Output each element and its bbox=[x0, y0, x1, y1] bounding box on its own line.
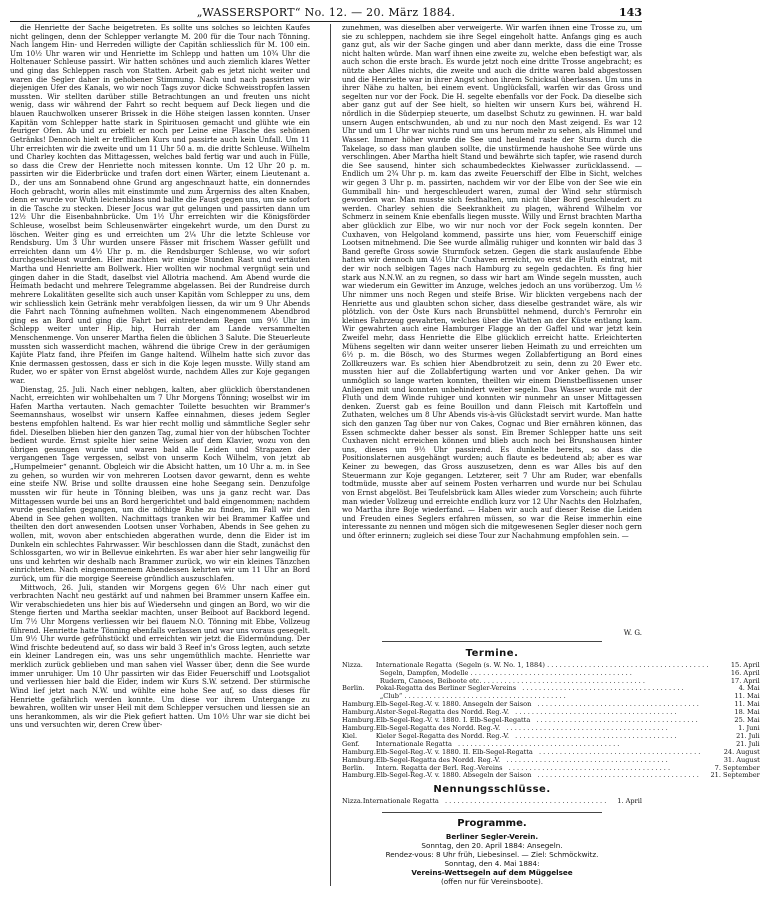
schedule-event-cell: Internationale Regatta . . . . . . . . . . . . . . . . . . . . . . . . . . . . . . . . . . . . . . . bbox=[362, 797, 607, 806]
schedule-row bbox=[342, 798, 642, 806]
schedule-detail: (Segeln (s. W. No. 1, 1884) bbox=[455, 660, 545, 669]
schedule-event: Internationale Regatta bbox=[375, 660, 452, 669]
schedule-date: 16. April bbox=[730, 668, 760, 677]
schedule-event-cell: Elb-Segel-Regatta des Nordd. Reg.-V. . . . . . . . . . . . . . . . . . . . . . . . . . . . . . . . . . . . . . . . bbox=[375, 755, 668, 764]
schedule-place: Genf. bbox=[342, 739, 360, 748]
programme-line: Rendez-vous: 8 Uhr früh, Liebesinsel. — Ziel: Schmöckwitz. bbox=[385, 849, 599, 859]
schedule-event-cell: Segeln, Dampfen, Modelle . . . . . . . . . . . . . . . . . . . . . . . . . . . . . . . . . . . . . . . bbox=[376, 670, 709, 678]
schedule-detail: Segeln, Dampfen, Modelle bbox=[379, 668, 469, 677]
schedule-place: Hamburg. bbox=[342, 716, 376, 725]
programme-line: Vereins-Wettsegeln auf dem Müggelsee bbox=[411, 867, 573, 877]
schedule-place: Hamburg. bbox=[342, 771, 376, 780]
schedule-date: 24. August bbox=[723, 747, 760, 756]
schedule-date: 21. Juli bbox=[736, 731, 760, 740]
schedule-date: 31. August bbox=[723, 755, 760, 764]
article-column-left bbox=[10, 24, 310, 884]
section-divider bbox=[382, 812, 602, 813]
schedule-event-cell: „Club“ . . . . . . . . . . . . . . . . . . . . . . . . . . . . . . . . . . . . . . . bbox=[376, 693, 709, 701]
nennungsschluesse-heading: Nennungsschlüsse. bbox=[433, 784, 551, 796]
schedule-event-cell: Internationale Regatta (Segeln (s. W. No. 1, 1884) . . . . . . . . . . . . . . . . . . . . . . . . . . . . . . . . . . . . . . . bbox=[375, 660, 709, 669]
page-header bbox=[10, 6, 642, 20]
schedule-place: Nizza. bbox=[342, 660, 363, 669]
schedule-date: 1. April bbox=[617, 797, 642, 806]
schedule-place: Berlin. bbox=[342, 763, 365, 772]
schedule-event: Intern. Regatta der Berl. Reg.-Vereins bbox=[375, 763, 503, 772]
schedule-date: 18. Mai bbox=[734, 708, 760, 717]
schedule-date: 11. Mai bbox=[734, 692, 760, 701]
schedule-event: Elb-Segel-Reg.-V. v. 1880. Absegeln der Saison bbox=[375, 771, 532, 780]
column-separator bbox=[330, 24, 331, 886]
schedule-event-cell: Elb-Segel-Reg.-V. v. 1880. Ansegeln der Saison . . . . . . . . . . . . . . . . . . . . . . . . . . . . . . . . . . . . . . . bbox=[375, 700, 699, 709]
schedule-place: Hamburg. bbox=[342, 747, 376, 756]
schedule-place: Hamburg. bbox=[342, 724, 376, 732]
schedule-event: Kieler Segel-Regatta des Nordd. Reg.-V. bbox=[375, 731, 510, 740]
schedule-date: 21. September bbox=[710, 771, 760, 780]
schedule-place: Nizza. bbox=[342, 797, 363, 806]
schedule-place: Hamburg. bbox=[342, 755, 376, 764]
page-number: 143 bbox=[619, 6, 642, 19]
schedule-date: 25. Mai bbox=[734, 716, 760, 725]
header-rule bbox=[10, 21, 642, 22]
programme-line: (offen nur für Vereinsboote). bbox=[440, 876, 544, 886]
schedule-event: Elb-Segel-Regatta des Nordd. Reg.-V. bbox=[375, 755, 501, 764]
schedule-event: Elb-Segel-Reg.-V. v. 1880. II. Elb-Segel-Regatta bbox=[375, 747, 533, 756]
programme-line: Sonntag, den 4. Mai 1884: bbox=[444, 858, 540, 868]
signature: W. G. bbox=[623, 628, 642, 637]
schedule-event-cell: Elb-Segel-Reg.-V. v. 1880. I. Elb-Segel-Regatta . . . . . . . . . . . . . . . . . . . . . . . . . . . . . . . . . . . . . . . bbox=[375, 716, 698, 725]
schedule-event-cell: Elb-Segel-Reg.-V. v. 1880. II. Elb-Segel-Regatta . . . . . . . . . . . . . . . . . . . . . . . . . . . . . . . . . . . . . . . bbox=[375, 747, 701, 756]
schedule-date: 1. Juni bbox=[738, 724, 760, 732]
schedule-date: 11. Mai bbox=[734, 700, 760, 709]
schedule-event-cell: Intern. Regatta der Berl. Reg.-Vereins . . . . . . . . . . . . . . . . . . . . . . . . . . . . . . . . . . . . . . . bbox=[375, 763, 671, 772]
schedule-event-cell: Kieler Segel-Regatta des Nordd. Reg.-V. . . . . . . . . . . . . . . . . . . . . . . . . . . . . . . . . . . . . . . . bbox=[375, 731, 677, 740]
schedule-row bbox=[342, 772, 760, 780]
schedule-date: 7. September bbox=[714, 763, 760, 772]
nennungsschluesse-table bbox=[342, 798, 642, 806]
journal-title: „WASSERSPORT“ No. 12. — 20. März 1884. bbox=[196, 6, 456, 19]
schedule-date: 4. Mai bbox=[738, 684, 760, 693]
paragraph: Mittwoch, 26. Juli, standen wir Morgens gegen 6½ Uhr nach einer gut verbrachten Nacht neu gestärkt auf und nahmen bei Brammer unsern Kaffee ein. Wir verabschiedeten uns hier bis auf Wiedersehn und gingen an Bord, wo wir die Stenge fierten und Martha seeklar machten, unser Beiboot auf Backbord legend. Um 7½ Uhr Morgens verliessen wir bei flauem N.O. Tönning mit Ebbe, Vollzeug führend. Henriette hatte Tönning ebenfalls verlassen und war uns voraus gesegelt. Um 9½ Uhr wurde gefrühstückt und erreichten wir jetzt die Eidermündung. Der Wind frischte bedeutend auf, so dass wir bald 3 Reef in's Gross legten, auch setzte ein kleiner Landregen ein, was uns sehr ungemüthlich machte. Henriette war merklich zurück geblieben und man sahen viel Wasser über, denn die See wurde immer unruhiger. Um 10 Uhr passirten wir das Eider Feuerschiff und Lootsgaliot und verliessen hier bald die Eider, indem wir Kurs S.W. setzend. Der stürmische Wind lief jetzt nach N.W. und wühlte eine hohe See auf, so dass dieses für Henriette gefährlich werden konnte. Um diese vor ihrem Untergange zu bewahren, wollten wir unser Heil mit dem Schlepper versuchen und liessen sie an uns herankommen, als wir die Piek gefiert hatten. Um 10½ Uhr war sie dicht bei uns und versuchten wir, deren Crew über- bbox=[10, 582, 310, 730]
schedule-event-cell: Elb-Segel-Reg.-V. v. 1880. Absegeln der Saison . . . . . . . . . . . . . . . . . . . . . . . . . . . . . . . . . . . . . . . bbox=[375, 771, 699, 780]
schedule-place: Berlin. bbox=[342, 684, 365, 693]
schedule-place bbox=[342, 670, 376, 678]
schedule-event-cell: Rudern, Canoes, Beiboote etc. . . . . . . . . . . . . . . . . . . . . . . . . . . . . . . . . . . . . . . . bbox=[376, 678, 709, 686]
paragraph: Dienstag, 25. Juli. Nach einer neblıgen, kalten, aber glücklich überstandenen Nacht, erreichten wir wohlbehalten um 7 Uhr Morgens Tönning; woselbst wir im Hafen Martha vertauten. Nach gemachter Toilette besuchten wir Brammer's Seemannshaus, woselbst wir unsern Kaffee einnahmen, dieses jedem Segler bestens empfohlen haltend. Es war hier recht mollig und sämmtliche Segler sehr fidel. Dieselben blieben hier den ganzen Tag, zumal hier von der hübschen Tochter bedient wurde. Ernst spielte hier seine Weisen auf dem Klavier, wozu von den übrigen gesungen wurde und waren bald alle Leiden und Strapazen der vergangenen Tage vergessen, selbst von unserm Koch Wilhelm, von jetzt ab „Humpelmeier“ genannt. Obgleich wir die Absicht hatten, um 10 Uhr a. m. in See zu gehen, so wurden wir von mehreren Lootsen davor gewarnt, denn es wehte eine steife NW. Brise und sollte draussen eine hohe Seegang sein. Denzufolge mussten wir für heute in Tönning bleiben, was uns ja ganz recht war. Das Mittagessen wurde bei uns an Bord hergerichtet und bald eingenommen; nachdem wurde geschlafen gegangen, um die nöthige Ruhe zu finden, im Fall wir den Abend in See gehen wollten. Nachmittags tranken wir bei Brammer Kaffee und theilten den dort anwesenden Lootsen unser Vorhaben, Abends in See gehen zu wollen, mit, wovon aber entschieden abgerathen wurde, denn die Eider ist im Dunkeln ein schlechtes Fahrwasser. Wir beschlossen dann die Stadt, zunächst den Schlossgarten, wo wir in Bellevue einkehrten. Es war aber hier sehr langweilig für uns und kehrten wir deshalb nach Brammer zurück, wo wir ein kleines Tänzchen einrichteten. Nach eingenommenem Abendessen kehrten wir um 11 Uhr an Bord zurück, um für die morgige Seereise gründlich auszuschlafen. bbox=[10, 384, 310, 583]
paragraph: die Henriette der Sache beigetreten. Es sollte uns solches so leichten Kaufes nicht gelingen, denn der Schlepper verlangte M. 200 für die Tour nach Tönning. Nach langem Hin- und Herreden willigte der Capitän schliesslich für M. 100 ein. Um 10½ Uhr waren wir und Henriette im Schlepp und hatten um 10¾ Uhr die Holtenauer Schleuse passirt. Wir hatten schönes und auch ziemlich klares Wetter und ging das Schleppen rasch von Statten. Arbeit gab es jetzt nicht weiter und waren die Segler daher in gehobener Stimmung. Nach und nach passirten wir diejenigen Ufer des Kanals, wo wir noch Tags zuvor dicke Schweisstropfen lassen mussten. Wir stellten darüber stille Betrachtungen an und freuten uns nicht wenig, dass wir während der Fahrt so recht bequem auf Deck liegen und die blauen Rauchwolken unserer Brissek in die Höhe steigen lassen konnten. Unser Kapitän vom Schlepper hatte stark in Spirituosen gemacht und glühte wie ein feuriger Ofen. Ab und zu erbielt er noch per Leine eine Flasche des sehönen Getränks! Dennoch hielt er trefflichen Kurs und passirte auch kein Unfall. Um 11 Uhr erreichten wir die zweite und um 11 Uhr 50 a. m. die dritte Schleuse. Wilhelm und Charley kochten das Mittagessen, welches bald fertig war und auch in Fülle, so dass die Crew der Henriette noch mitessen konnte. Um 12 Uhr 20 p. m. passirten wir die Eiderbrücke und trafen dort einen Wärter, einem Lieutenant a. D., der uns am Sonnabend ohne Grund arg angeschnauzt hatte, ein donnerndes Hoch gebracht, worin alles mit einstimmte und zum Ärgerniss des alten Knaben, denn er wurde vor Wuth leichenblass und ballte die Faust gegen uns, um sie sofort in die Tasche zu stecken. Dieser Jocus war gut gelungen und passirten dann um 12½ Uhr die Eisenbahnbrücke. Um 1½ Uhr erreichten wir die Königsförder Schleuse, woselbst beim Schleusenwärter eingekehrt wurde, um den Durst zu löschen. Weiter ging es und erreichten um 2¼ Uhr die letzte Schleuse vor Rendsburg. Um 3 Uhr wurden unsere Fässer mit frischem Wasser gefüllt und erreichten dann um 4½ Uhr p. m. die Rendsburger Schleuse, wo wir sofort durchgeschleust wurden. Hier machten wir einige Stunden Rast und vertäuten Martha und Henriette am Bollwerk. Hier wollten wir nochmal vergnügt sein und gingen daher in die Stadt, daselbst viel Allotria machend. Am Abend wurde die Heimath bedacht und mehrere Telegramme abgelassen. Bei der Rundreise durch mehrere Lokalitäten gesellte sich auch unser Kapitän vom Schlepper zu uns, dem wir schliesslich kein Getränk mehr verabfolgen liessen, da wir um 9 Uhr Abends die Fahrt nach Tönning aufnehmen wollten. Nach eingenommenem Abendbrod ging es an Bord und ging die Fahrt bei eintretendem Regen um 9½ Uhr im Schlepp weiter unter Hip, hip, Hurrah der am Lande versammelten Menschenmenge. Von unserer Martha fielen die üblichen 3 Salute. Die Steuerleute mussten sich wasserdicht machen, während die übrige Crew in der geräumigen Kajüte Platz fand, ihre Pfeifen im Gange haltend. Wilhelm hatte sich zuvor das Knie dermassen gestossen, dass er sich in die Koje legen musste. Willy stand am Ruder, wo er später von Ernst abgelöst wurde, nachdem Alles zur Koje gegangen war. bbox=[10, 23, 310, 385]
paragraph: zunehmen, was dieselben aber verweigerte. Wir warfen ihnen eine Trosse zu, um sie zu schleppen, nachdem sie ihre Segel eingeholt hatte. Anfangs ging es auch ganz gut, als wir der Sache gingen und aber dann merkte, dass die eine Trosse nicht halten würde. Man warf ihnen eine zweite zu, welche eben befestigt war, als auch schon die erste brach. Es wurde jetzt noch eine dritte Trosse angebracht; es nützte aber Alles nichts, die zweite und auch die dritte waren bald abgestossen und die Henriette war in ihrer Angst schon ihrem Schicksal überlassen. Um uns in ihrer Nähe zu halten, bei einem event. Unglücksfall, warfen wir das Gross und segelten nur vor der Fock. Die H. segelte ebenfalls vor der Fock. Da dieselbe sich aber ganz gut auf der See hielt, so hielten wir unsern Kurs bei, während H. nördlich in die Süderpiep steuerte, um daselbst Schutz zu gewinnen. H. war bald unsern Augen entschwunden, ab und zu nur noch den Mast zeigend. Es war 12 Uhr und um 1 Uhr war nichts rund um uns herum mehr zu sehen, als Himmel und Wasser. Immer höher wurde die See und heulend raste der Sturm durch die Takelage, so dass man glauben sollte, die unstürmende haushohe See würde uns verschlingen. Aber Martha hielt Stand und bewährte sich tapfer, wie rasend durch die See sausend, hinter sich schaumbedecktes Kielwasser zurücklassend. — Endlich um 2¾ Uhr p. m. kam das zweite Feuerschiff der Elbe in Sicht, welches wir gegen 3 Uhr p. m. passirten, nachdem wir vor der Elbe von der See wie ein Gummiball hin- und hergeschleudert waren, zumal der Wind sehr stürmisch geworden war. Man musste sich festhalten, um nicht über Bord geschleudert zu werden. Charley sehien die Seekrankheit zu plagen, während Wilhelm vor Schmerz in seinem Knie ebenfalls liegen musste. Willy und Ernst brachten Martha aber glücklich zur Elbe, wo wir nur noch vor der Fock segeln konnten. Der Cuxhaven, von Helgoland kommend, passirte uns hier, vom Feuerschiff einige Lootsen mitnehmend. Die See wurde allmälig ruhiger und konnten wir bald das 3 Band gerefte Gross sowie Sturmfock setzen. Gegen die stark auslaufende Ebbe hatten wir dennoch um 4½ Uhr Cuxhaven erreicht, wo erst die Fluth eintrat, mit der wir noch selbigen Tages nach Hamburg zu segeln gedachten. Es fing hier stark aus N.N.W. an zu regnen, so dass wir hart am Winde segeln mussten, auch war wiederum ein Gewitter im Anzuge, welches jedoch an uns vorüberzog. Um ½ Uhr nimmer uns noch Regen und steife Brise. Wir blickten vergebens nach der Henriette aus und glaubten schon sicher, dass dieselbe gestrandet wäre, als wir plötzlich. von der Oste Kurs nach Brunsbüttel nehmend, durch's Fernrohr ein kleines Fahrzeug gewahrten, welches über die Watten an der Küste entlang kam. Wir gewahrten auch eine Hamburger Flagge an der Gaffel und war jetzt kein Zweifel mehr, dass Henriette die Elbe glücklich erreicht hatte. Erleichterten Mühens segelten wir dann weiter unserer lieben Heimath zu und erreichten um 6½ p. m. die Bösch, wo des Sturmes wegen Zollabfertigung an Bord eines Zollkreuzers war. Es schien hier Abendbrotzeit zu sein, denn zu 20 Ewer etc. mussten hier auf die Zollabfertigung warten und vor Anker gehen. Da wir unmöglich so lange warten konnten, theilten wir einem Dienstbeflissenen unser Anliegen mit und konnten unbehindert weiter segeln. Das Wasser wurde mit der Fluth und dem Winde ruhiger und konnten wir nunmehr an unser Mittagessen denken. Zuerst gab es feine Bouillon und dann Fleisch mit Kartoffeln und Zuthaten, welches um 8 Uhr Abends vis-à-vis Glückstadt servirt wurde. Man hatte sich den ganzen Tag über nur von Cakes, Cognac und Bier ernähren können, das Essen schmeckte daher besser als sonst. Ein Bremer Schlepper hatte uns seit Cuxhaven nicht erreichen können und blieb auch noch bei Brunshausen hinter uns, dieses um 9½ Uhr passirend. Es dunkelte bereits, so dass die Positionslaternen ausgehängt wurden; auch flaute es bedeutend ab; aber es war Keiner zu bewegen, das Gross auszusetzen, denn es war Alles bis auf den Steuermann zur Koje gegangen. Letzterer, seit 7 Uhr am Ruder, war ebenfalls todtmüde, musste aber auf seinem Posten verharren und wurde nur bei Schulau von Ernst abgelöst. Bei Teufelsbrück kam Alles wieder zum Vorschein; auch führte man wieder Vollzeug und erreichte endlich kurz vor 12 Uhr Nachts den Holzhafen, wo Martha ihre Boje wiederfand. — Haben wir auch auf dieser Reise die Leiden und Freuden eines Seglers erfahren müssen, so war die Reise immerhin eine interessante zu nennen und mögen sich die mitgewesenen Segler dieser noch gern und öfter erinnern; zugleich sei diese Tour zur Nachahmung empfohlen sein. — bbox=[342, 23, 642, 540]
schedule-date: 17. April bbox=[730, 676, 760, 685]
schedule-place: Kiel. bbox=[342, 731, 358, 740]
schedule-event: Pokal-Regatta des Berliner Segler-Vereins bbox=[375, 684, 517, 693]
schedule-event-cell: Alster-Segel-Regatta des Nordd. Reg.-V. . . . . . . . . . . . . . . . . . . . . . . . . . . . . . . . . . . . . . . . bbox=[375, 708, 677, 717]
article-column-right bbox=[342, 23, 760, 886]
schedule-event: Internationale Regatta bbox=[375, 739, 452, 748]
schedule-event: Elb-Segel-Regatta des Nordd. Reg.-V. bbox=[375, 724, 501, 732]
schedule-event-cell: Elb-Segel-Regatta des Nordd. Reg.-V. . . . . . . . . . . . . . . . . . . . . . . . . . . . . . . . . . . . . . . . bbox=[375, 724, 668, 732]
section-divider bbox=[382, 641, 602, 642]
termine-heading: Termine. bbox=[465, 647, 519, 659]
schedule-event-cell: Internationale Regatta . . . . . . . . . . . . . . . . . . . . . . . . . . . . . . . . . . . . . . . bbox=[375, 739, 620, 748]
schedule-detail: Rudern, Canoes, Beiboote etc. bbox=[379, 676, 482, 685]
termine-table bbox=[342, 662, 760, 781]
schedule-event-cell: Pokal-Regatta des Berliner Segler-Vereins . . . . . . . . . . . . . . . . . . . . . . . . . . . . . . . . . . . . . . . bbox=[375, 684, 684, 693]
article-continuation bbox=[342, 24, 642, 628]
schedule-date: 15. April bbox=[730, 660, 760, 669]
schedule-event: Elb-Segel-Reg.-V. v. 1880. I. Elb-Segel-Regatta bbox=[375, 716, 531, 725]
schedule-event: Alster-Segel-Regatta des Nordd. Reg.-V. bbox=[375, 708, 510, 717]
schedule-event: Internationale Regatta bbox=[362, 797, 439, 806]
schedule-event: Elb-Segel-Reg.-V. v. 1880. Ansegeln der Saison bbox=[375, 700, 532, 709]
schedule-place: Hamburg. bbox=[342, 708, 376, 717]
programme-line: Sonntag, den 20. April 1884: Ansegeln. bbox=[421, 840, 563, 850]
schedule-detail: „Club“ bbox=[379, 692, 403, 701]
programme-club: Berliner Segler-Verein. bbox=[445, 831, 539, 841]
schedule-date: 21. Juli bbox=[736, 739, 760, 748]
schedule-place: Hamburg. bbox=[342, 700, 376, 709]
programme-heading: Programme. bbox=[457, 818, 527, 830]
